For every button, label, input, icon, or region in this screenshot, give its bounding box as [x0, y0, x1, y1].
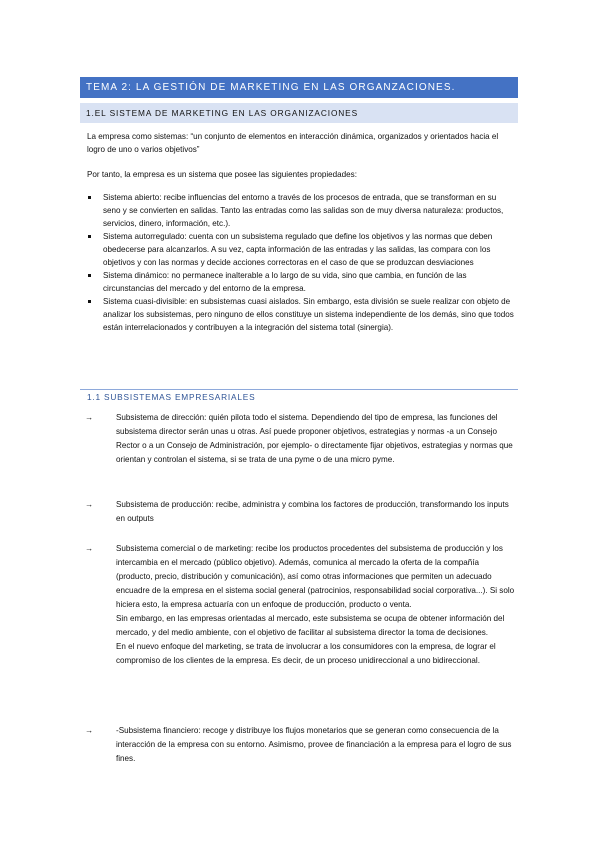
subsystem-text: Sin embargo, en las empresas orientadas al mercado, este subsistema se ocupa de obtener información del mercado, y del medio ambiente, con el objetivo de facilitar al subsistema director la toma de decisiones. — [116, 614, 505, 637]
list-item-text: Sistema abierto: recibe influencias del entorno a través de los procesos de entrada, que se transforman en su seno y se convierten en salidas. Tanto las entradas como las salidas son de muy diversa naturaleza: productos, servicios, dinero, información, etc.). — [103, 193, 504, 228]
subsystem-produccion — [85, 498, 517, 526]
subsystem-text: En el nuevo enfoque del marketing, se trata de involucrar a los consumidores con la empresa, de lograr el compromiso de los clientes de la empresa. Es decir, de un proceso unidireccional a uno bidireccional. — [116, 642, 496, 665]
arrow-right-icon: → — [85, 544, 94, 553]
subsystem-text: -Subsistema financiero: recoge y distribuye los flujos monetarios que se generan como consecuencia de la interacción de la empresa con su entorno. Asimismo, provee de financiación a la empresa para el logro de sus fines. — [116, 726, 512, 763]
intro-paragraph: La empresa como sistemas: “un conjunto de elementos en interacción dinámica, organizados y orientados hacia el logro de uno o varios objetivos” — [87, 132, 499, 154]
subsection-heading: 1.1 SUBSISTEMAS EMPRESARIALES — [87, 392, 256, 402]
section-divider — [80, 389, 518, 390]
list-item — [87, 269, 515, 295]
subsystem-text: Subsistema de producción: recibe, administra y combina los factores de producción, transformando los inputs en outputs — [116, 500, 509, 523]
subsystem-text: Subsistema comercial o de marketing: recibe los productos procedentes del subsistema de producción y los intercambia en el mercado (público objetivo). Además, comunica al mercado la oferta de la compañía (producto, precio, distribución y comunicación), así como otras informaciones que permiten un adecuado encuadre de la empresa en el sistema social general (patrocinios, responsabilidad social corporativa...). Si solo hiciera esto, la empresa actuaría con un enfoque de producción, producto o venta. — [116, 544, 515, 609]
section-heading: 1.EL SISTEMA DE MARKETING EN LAS ORGANIZACIONES — [80, 103, 518, 123]
list-item — [87, 230, 515, 269]
subsystem-comercial — [85, 542, 517, 668]
list-item-text: Sistema autorregulado: cuenta con un subsistema regulado que define los objetivos y las normas que deben obedecerse para alcanzarlos. A su vez, capta información de las entradas y las salidas, las compara con los objetivos y con las normas y decide acciones correctoras en el caso de que se produzcan desviaciones — [103, 232, 493, 267]
bullet-square-icon — [88, 196, 91, 199]
properties-intro: Por tanto, la empresa es un sistema que posee las siguientes propiedades: — [87, 170, 357, 179]
subsystem-text: Subsistema de dirección: quién pilota todo el sistema. Dependiendo del tipo de empresa, las funciones del subsistema director serán unas u otras. Así puede proponer objetivos, estrategias y normas -a un Consejo Rector o a un Consejo de Administración, por ejemplo- o directamente fijar objetivos, estrategias y normas que orientan y controlan el sistema, si se trata de una pyme o de una micro pyme. — [116, 413, 513, 464]
bullet-square-icon — [88, 300, 91, 303]
list-item-text: Sistema dinámico: no permanece inalterable a lo largo de su vida, sino que cambia, en función de las circunstancias del mercado y del entorno de la empresa. — [103, 271, 467, 293]
chapter-title: TEMA 2: LA GESTIÓN DE MARKETING EN LAS ORGANZACIONES. — [80, 77, 518, 98]
subsystem-direccion — [85, 411, 517, 467]
list-item-text: Sistema cuasi-divisible: en subsistemas cuasi aislados. Sin embargo, esta división se suele realizar con objeto de analizar los subsistemas, pero ninguno de ellos constituye un sistema independiente de los demás, sino que todos están interrelacionados y contribuyen a la integración del sistema total (sinergia). — [103, 297, 514, 332]
properties-list — [87, 191, 515, 334]
arrow-right-icon: → — [85, 500, 94, 509]
arrow-right-icon: → — [85, 726, 94, 735]
arrow-right-icon: → — [85, 413, 94, 422]
subsystem-financiero — [85, 724, 517, 766]
list-item — [87, 191, 515, 230]
list-item — [87, 295, 515, 334]
bullet-square-icon — [88, 274, 91, 277]
bullet-square-icon — [88, 235, 91, 238]
